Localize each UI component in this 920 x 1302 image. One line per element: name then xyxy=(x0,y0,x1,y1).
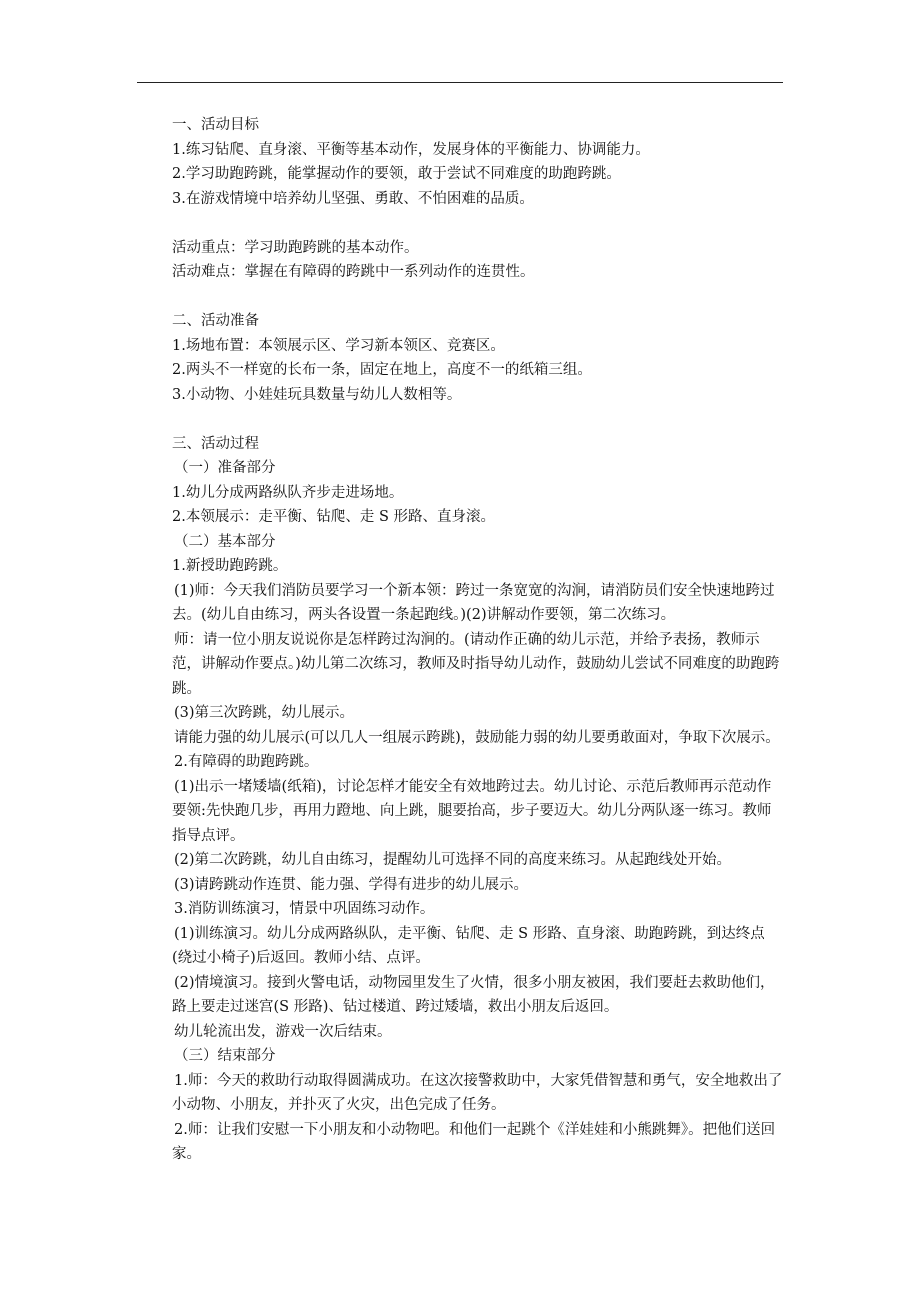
subsection-title-preparation: （一）准备部分 xyxy=(174,460,276,476)
subsection-title-ending: （三）结束部分 xyxy=(174,1048,276,1064)
section-heading-process: 三、活动过程 xyxy=(172,435,259,452)
preparation-item: 1.场地布置：本领展示区、学习新本领区、竞赛区。 xyxy=(172,337,505,354)
goal-item: 1.练习钻爬、直身滚、平衡等基本动作，发展身体的平衡能力、协调能力。 xyxy=(172,141,650,158)
process-paragraph: (2)情境演习。接到火警电话，动物园里发生了火情，很多小朋友被困，我们要赶去救助他们，路上要走过迷宫(S 形路)、钻过楼道、跨过矮墙，救出小朋友后返回。 xyxy=(172,974,775,1015)
header-rule xyxy=(137,82,783,83)
spacer xyxy=(172,285,784,310)
process-paragraph: (1)师：今天我们消防员要学习一个新本领：跨过一条宽宽的沟涧，请消防员们安全快速地跨过去。(幼儿自由练习，两头各设置一条起跑线。)(2)讲解动作要领，第二次练习。 xyxy=(172,582,775,623)
process-item: 2.本领展示：走平衡、钻爬、走 S 形路、直身滚。 xyxy=(172,509,495,525)
spacer xyxy=(172,211,784,236)
ending-paragraph: 2.师：让我们安慰一下小朋友和小动物吧。和他们一起跳个《洋娃娃和小熊跳舞》。把他们送回家。 xyxy=(172,1121,776,1162)
process-paragraph: (1)训练演习。幼儿分成两路纵队，走平衡、钻爬、走 S 形路、直身滚、助跑跨跳，到达终点(绕过小椅子)后返回。教师小结、点评。 xyxy=(172,925,765,966)
document-body xyxy=(172,113,784,1167)
process-line: 2.有障碍的助跑跨跳。 xyxy=(174,754,319,770)
process-line: (3)请跨跳动作连贯、能力强、学得有进步的幼儿展示。 xyxy=(174,876,529,893)
section-heading-goals: 一、活动目标 xyxy=(172,117,259,133)
process-line: 1.新授助跑跨跳。 xyxy=(172,558,288,574)
goal-item: 2.学习助跑跨跳，能掌握动作的要领，敢于尝试不同难度的助跑跨跳。 xyxy=(172,166,621,182)
section-heading-preparation: 二、活动准备 xyxy=(172,313,259,329)
activity-difficulty: 活动难点：掌握在有障碍的跨跳中一系列动作的连贯性。 xyxy=(172,264,535,280)
process-line: 幼儿轮流出发，游戏一次后结束。 xyxy=(174,1023,392,1040)
process-paragraph: 师：请一位小朋友说说你是怎样跨过沟涧的。(请动作正确的幼儿示范，并给予表扬，教师示范，讲解动作要点。)幼儿第二次练习，教师及时指导幼儿动作，鼓励幼儿尝试不同难度的助跑跨跳。 xyxy=(172,631,780,697)
ending-paragraph: 1.师：今天的救助行动取得圆满成功。在这次接警救助中，大家凭借智慧和勇气，安全地救出了小动物、小朋友，并扑灭了火灾，出色完成了任务。 xyxy=(172,1072,783,1113)
process-line: (2)第二次跨跳，幼儿自由练习，提醒幼儿可选择不同的高度来练习。从起跑线处开始。 xyxy=(174,852,732,868)
process-paragraph: (1)出示一堵矮墙(纸箱)，讨论怎样才能安全有效地跨过去。幼儿讨论、示范后教师再示范动作要领:先快跑几步，再用力蹬地、向上跳，腿要抬高，步子要迈大。幼儿分两队逐一练习。教师指导点评。 xyxy=(172,778,772,844)
preparation-item: 3.小动物、小娃娃玩具数量与幼儿人数相等。 xyxy=(172,386,462,403)
process-line: 3.消防训练演习，情景中巩固练习动作。 xyxy=(174,901,435,917)
subsection-title-basic: （二）基本部分 xyxy=(174,533,276,550)
spacer xyxy=(172,407,784,432)
process-item: 1.幼儿分成两路纵队齐步走进场地。 xyxy=(172,484,404,501)
process-line: (3)第三次跨跳，幼儿展示。 xyxy=(174,705,355,721)
preparation-item: 2.两头不一样宽的长布一条，固定在地上，高度不一的纸箱三组。 xyxy=(172,362,592,378)
activity-focus: 活动重点：学习助跑跨跳的基本动作。 xyxy=(172,239,419,256)
goal-item: 3.在游戏情境中培养幼儿坚强、勇敢、不怕困难的品质。 xyxy=(172,190,534,207)
process-paragraph: 请能力强的幼儿展示(可以几人一组展示跨跳)，鼓励能力弱的幼儿要勇敢面对，争取下次展示。 xyxy=(174,729,780,746)
